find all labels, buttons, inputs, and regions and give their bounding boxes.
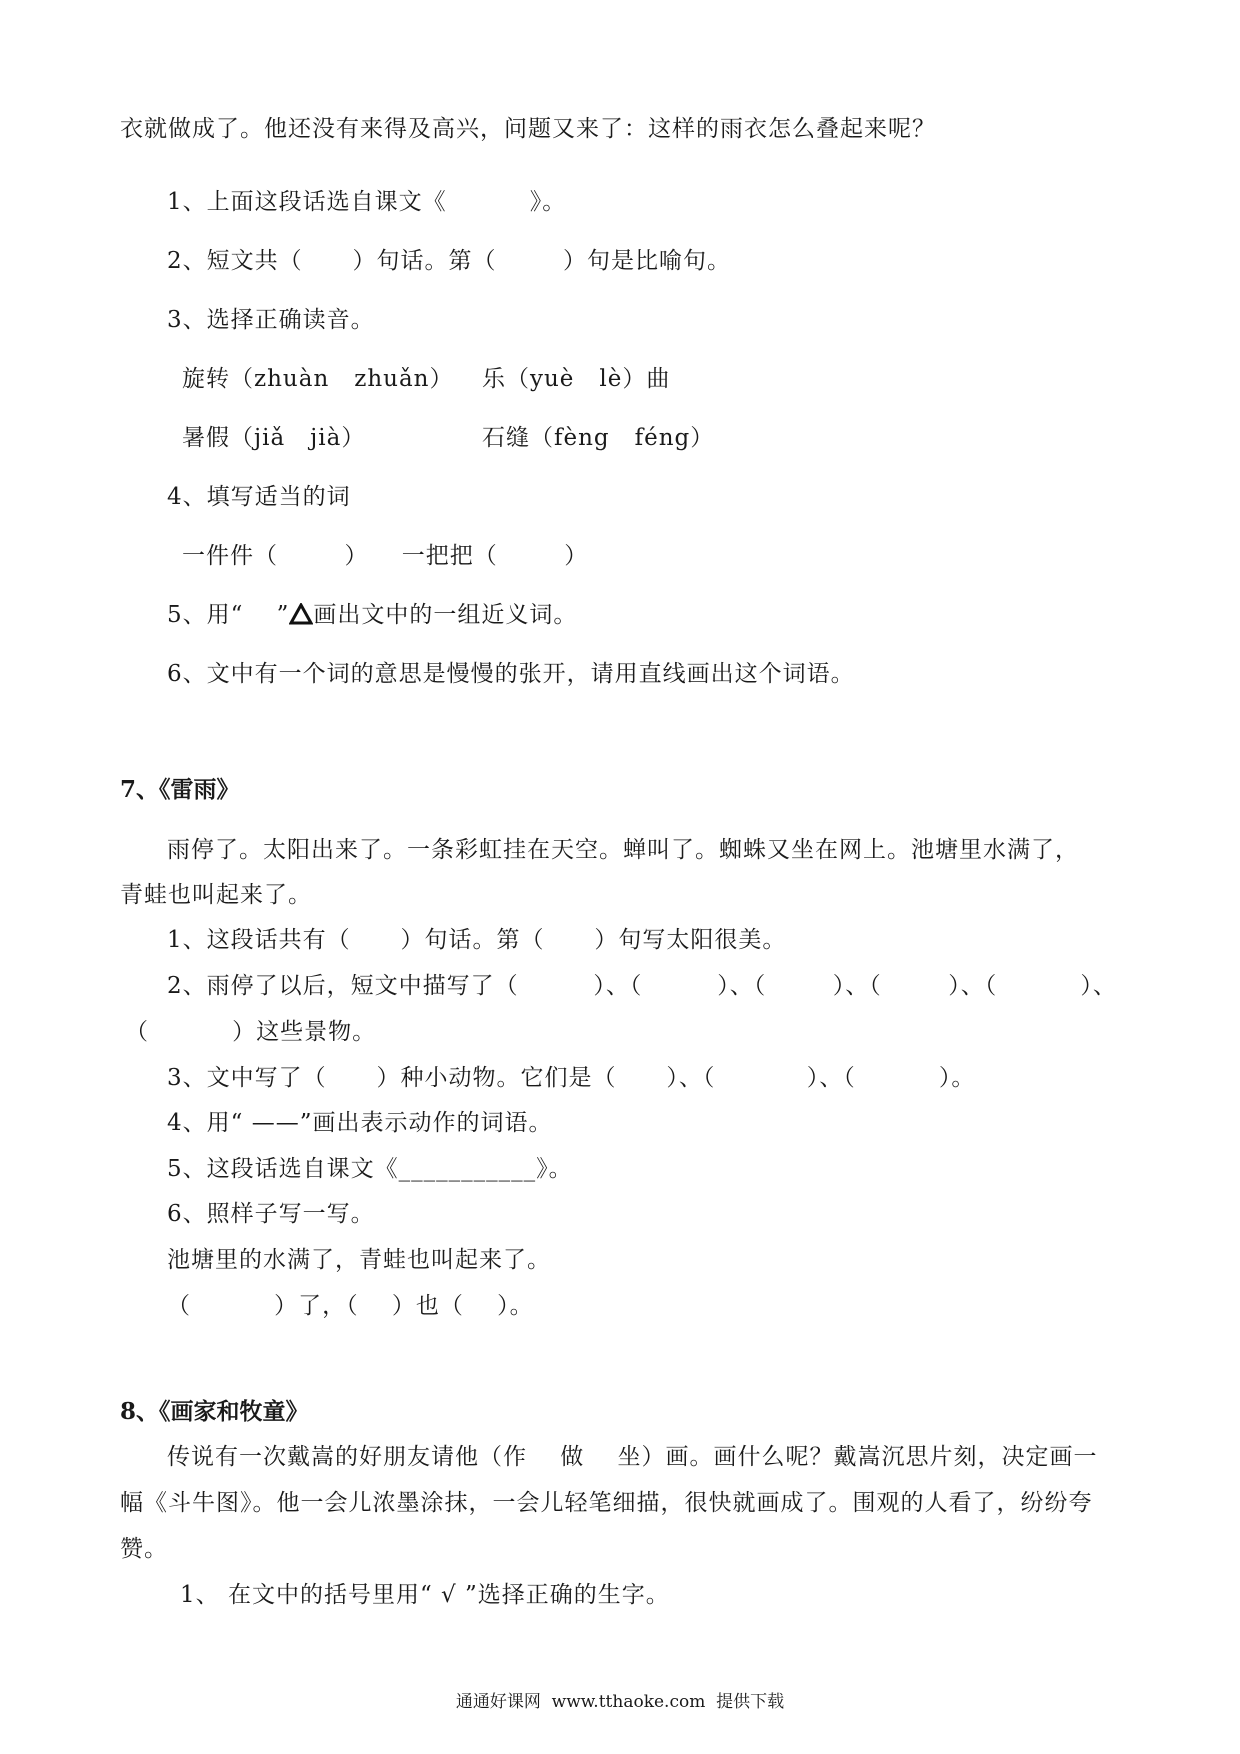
question-2: 2、短文共（ ）句话。第（ ）句是比喻句。 <box>167 248 731 274</box>
question-1: 1、这段话共有（ ）句话。第（ ）句写太阳很美。 <box>167 927 787 953</box>
fill-in-sentence: （ ）了，（ ）也（ ）。 <box>167 1293 534 1319</box>
question-5 <box>167 600 577 630</box>
question-4: 4、用“ ——”画出表示动作的词语。 <box>167 1110 553 1136</box>
question-3: 3、文中写了（ ）种小动物。它们是（ ）、（ ）、（ ）。 <box>167 1065 976 1091</box>
pinyin-choice-1: 旋转（zhuàn zhuǎn） <box>182 366 454 392</box>
example-sentence: 池塘里的水满了，青蛙也叫起来了。 <box>167 1247 551 1273</box>
question-2: 2、雨停了以后，短文中描写了（ ）、（ ）、（ ）、（ ）、（ ）、 <box>167 973 1117 999</box>
section-7-passage-line-1: 雨停了。太阳出来了。一条彩虹挂在天空。蝉叫了。蜘蛛又坐在网上。池塘里水满了， <box>167 837 1079 863</box>
question-6: 6、文中有一个词的意思是慢慢的张开，请用直线画出这个词语。 <box>167 661 855 687</box>
section-7-passage-line-2: 青蛙也叫起来了。 <box>120 882 312 908</box>
question-3: 3、选择正确读音。 <box>167 307 375 333</box>
passage-end-line: 衣就做成了。他还没有来得及高兴，问题又来了：这样的雨衣怎么叠起来呢？ <box>120 116 936 142</box>
pinyin-choice-3: 暑假（jiǎ jià） <box>182 425 366 451</box>
section-8-heading: 8、《画家和牧童》 <box>120 1398 309 1425</box>
question-1: 1、上面这段话选自课文《 》。 <box>167 189 567 215</box>
question-6: 6、照样子写一写。 <box>167 1201 375 1227</box>
pinyin-choice-2: 乐（yuè lè）曲 <box>482 366 671 392</box>
section-7-heading: 7、《雷雨》 <box>120 776 240 803</box>
question-5: 5、这段话选自课文《___________》。 <box>167 1156 573 1182</box>
pinyin-choice-4: 石缝（fèng féng） <box>482 425 715 451</box>
section-8-passage-line-1: 传说有一次戴嵩的好朋友请他（作 做 坐）画。画什么呢？戴嵩沉思片刻，决定画一 <box>167 1444 1098 1470</box>
section-8-passage-line-2: 幅《斗牛图》。他一会儿浓墨涂抹，一会儿轻笔细描，很快就画成了。围观的人看了，纷纷夸 <box>120 1490 1093 1516</box>
page-footer: 通通好课网 www.tthaoke.com 提供下载 <box>455 1692 785 1712</box>
question-1: 1、 在文中的括号里用“ √ ”选择正确的生字。 <box>180 1582 670 1608</box>
question-5-rest: 画出文中的一组近义词。 <box>313 602 578 628</box>
triangle-icon <box>289 603 313 625</box>
question-2-continued: （ ）这些景物。 <box>125 1019 377 1045</box>
question-5-lead: 5、用“ ” <box>167 602 290 628</box>
question-4: 4、填写适当的词 <box>167 484 351 510</box>
fill-in-words: 一件件（ ） 一把把（ ） <box>182 543 589 569</box>
section-8-passage-line-3: 赞。 <box>120 1536 168 1562</box>
